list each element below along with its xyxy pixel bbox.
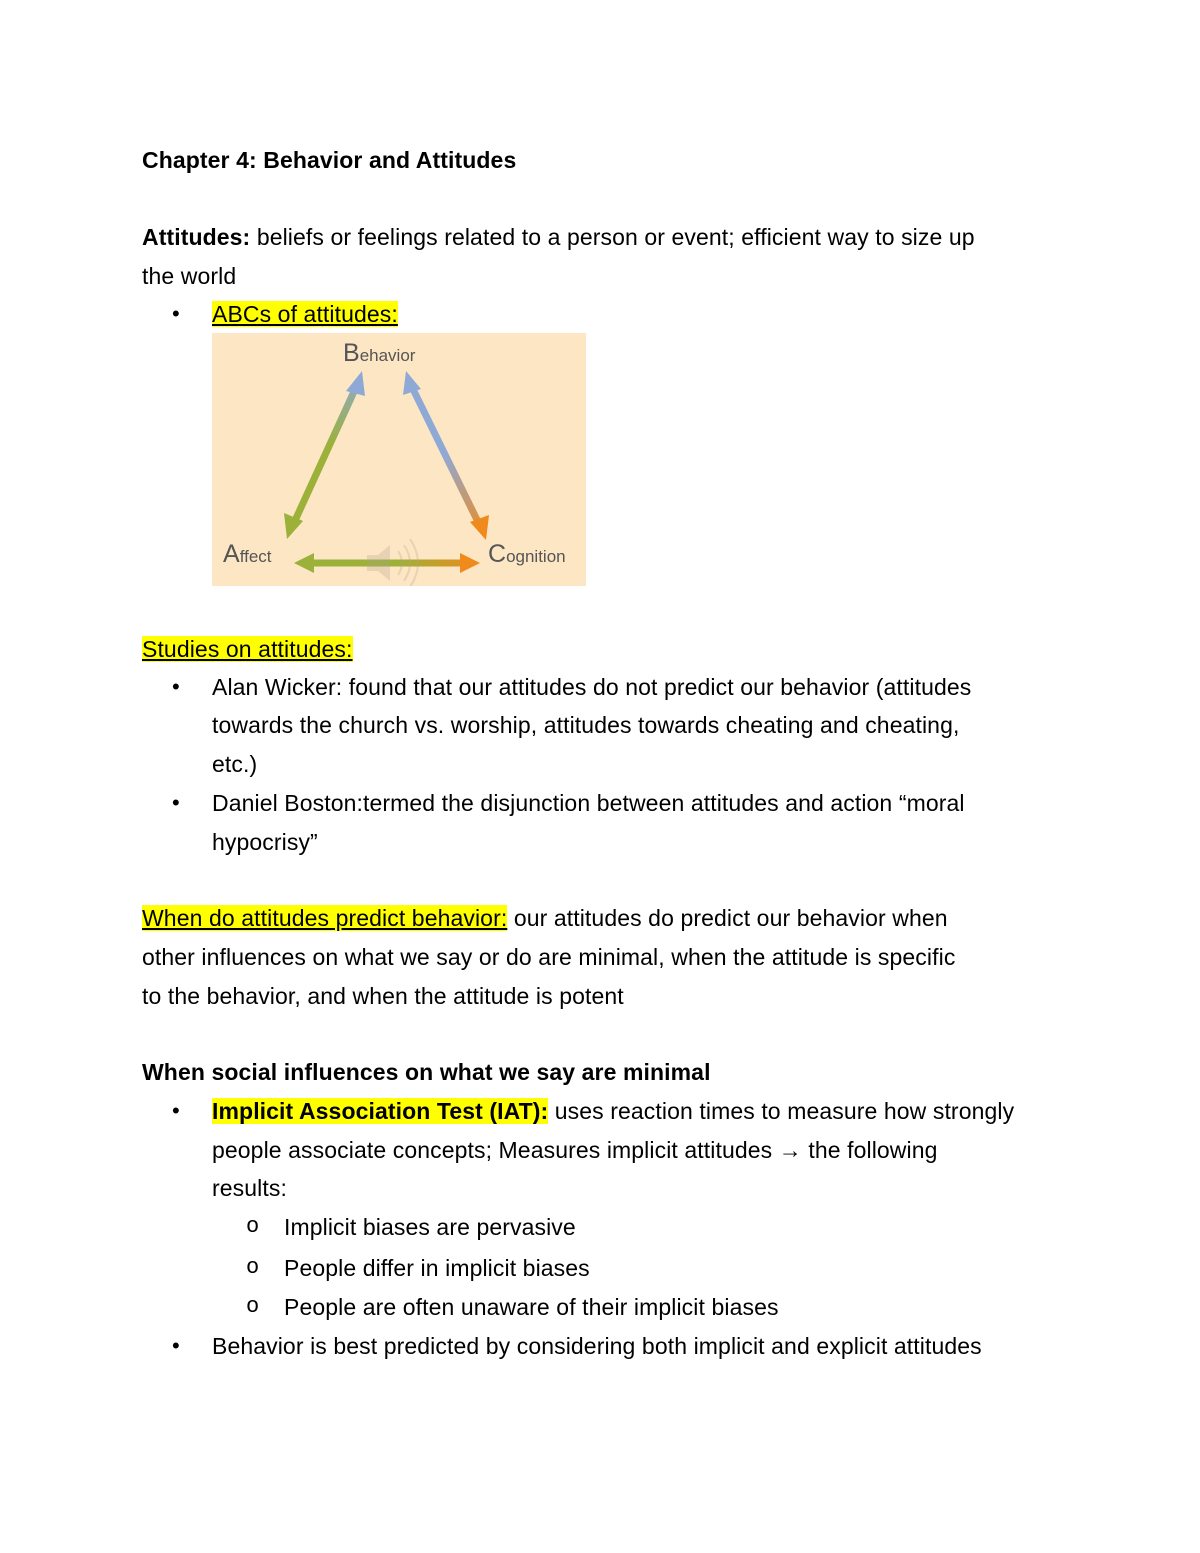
when-predict-line2: other influences on what we say or do are minimal, when the attitude is specific [142, 944, 956, 970]
bullet-marker: • [172, 1098, 180, 1123]
when-predict-heading: When do attitudes predict behavior: [142, 905, 508, 931]
when-predict-line3: to the behavior, and when the attitude is potent [142, 983, 624, 1009]
abc-label: ABCs of attitudes: [212, 301, 398, 327]
daniel-boston-text: termed the disjunction between attitudes and action “moral [363, 790, 965, 816]
studies-item-2-line2: hypocrisy” [212, 829, 318, 855]
last-bullet-item: Behavior is best predicted by considering both implicit and explicit attitudes [212, 1333, 982, 1359]
studies-item-1-line3: etc.) [212, 751, 258, 777]
attitudes-definition-line1 [142, 221, 975, 253]
sub-bullet-marker: o [246, 1294, 260, 1319]
right-arrow-icon: → [778, 1137, 802, 1163]
sub-item-3: People are often unaware of their implicit biases [284, 1294, 779, 1320]
behavior-affect-arrow [284, 371, 365, 539]
iat-line1 [212, 1095, 1014, 1127]
iat-line2: people associate concepts; Measures implicit attitudes → the following [212, 1137, 938, 1163]
abc-label-line [212, 298, 398, 330]
when-predict-text: our attitudes do predict our behavior when [507, 905, 948, 931]
bullet-marker: • [172, 1333, 180, 1358]
daniel-boston-name: Daniel Boston: [212, 790, 363, 816]
iat-term: Implicit Association Test (IAT): [212, 1098, 549, 1124]
when-predict-line1 [142, 902, 948, 934]
studies-item-1-line2: towards the church vs. worship, attitudes towards cheating and cheating, [212, 712, 960, 738]
affect-label: Affect [223, 540, 272, 568]
cognition-label: Cognition [488, 540, 566, 568]
iat-text: uses reaction times to measure how strongly [548, 1098, 1015, 1124]
studies-heading-line [142, 633, 353, 665]
page-title: Chapter 4: Behavior and Attitudes [142, 147, 517, 173]
attitudes-definition-line2: the world [142, 263, 237, 289]
attitudes-term: Attitudes: [142, 224, 251, 250]
behavior-cognition-arrow [403, 371, 489, 540]
bullet-marker: • [172, 301, 180, 326]
studies-item-2-line1 [212, 787, 965, 819]
attitudes-definition-text: beliefs or feelings related to a person or event; efficient way to size up [250, 224, 975, 250]
bullet-marker: • [172, 674, 180, 699]
sub-item-1: Implicit biases are pervasive [284, 1214, 576, 1240]
sub-bullet-marker: o [246, 1214, 260, 1239]
studies-heading: Studies on attitudes: [142, 636, 353, 662]
abc-triangle-diagram [212, 333, 586, 586]
sub-bullet-marker: o [246, 1255, 260, 1280]
behavior-label: Behavior [343, 339, 416, 367]
social-heading: When social influences on what we say are minimal [142, 1059, 711, 1085]
bullet-marker: • [172, 790, 180, 815]
sub-item-2: People differ in implicit biases [284, 1255, 590, 1281]
studies-item-1-line1: Alan Wicker: found that our attitudes do not predict our behavior (attitudes [212, 674, 972, 700]
iat-line3: results: [212, 1175, 287, 1201]
